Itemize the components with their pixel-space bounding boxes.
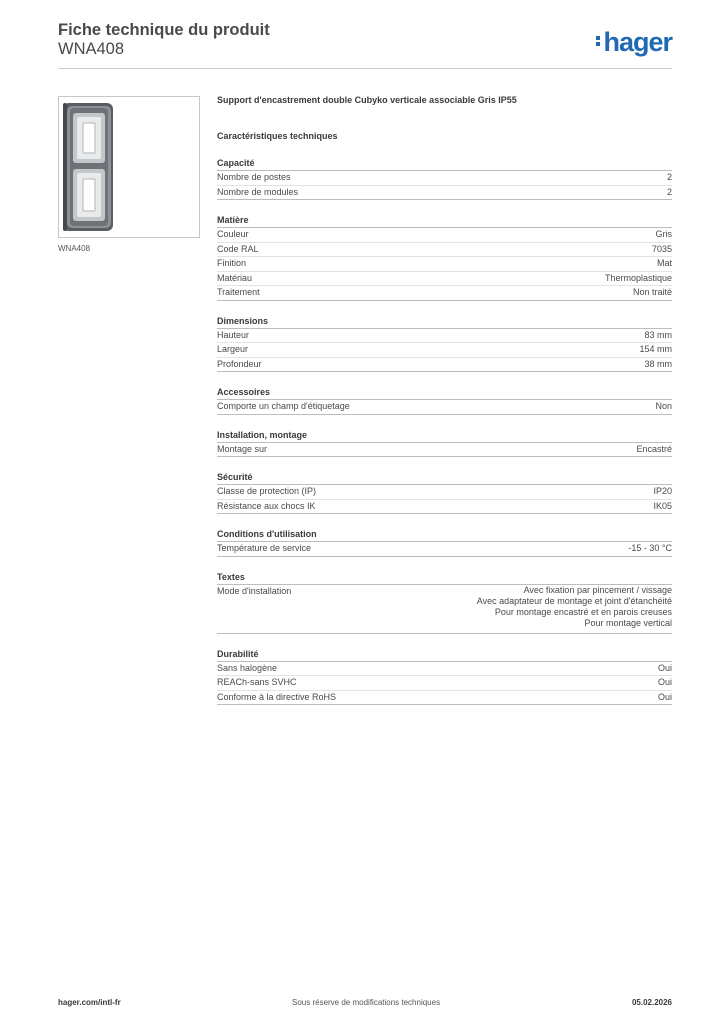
spec-label: Hauteur	[217, 329, 250, 340]
spec-value: Non	[655, 401, 672, 411]
spec-label: Code RAL	[217, 243, 259, 254]
spec-value: Mat	[656, 258, 672, 268]
technical-characteristics-heading: Caractéristiques techniques	[217, 131, 338, 141]
spec-label: Température de service	[217, 543, 312, 553]
spec-group	[217, 528, 672, 557]
spec-label: Montage sur	[217, 443, 268, 454]
product-image	[58, 96, 200, 238]
spec-row	[217, 358, 672, 373]
hager-logo: hager	[596, 28, 672, 56]
spec-group-title: Dimensions	[217, 315, 672, 329]
spec-value: Encastré	[636, 443, 672, 454]
spec-row	[217, 329, 672, 344]
spec-label: Nombre de modules	[217, 186, 299, 197]
spec-label: Profondeur	[217, 358, 262, 369]
spec-group	[217, 315, 672, 373]
spec-label: Largeur	[217, 344, 249, 354]
spec-group	[217, 429, 672, 458]
spec-value: Pour montage encastré et en parois creuses	[494, 606, 672, 617]
spec-value: 154 mm	[639, 344, 672, 354]
logo-dots-icon	[596, 34, 601, 48]
spec-label: Finition	[217, 258, 247, 268]
spec-row	[217, 286, 672, 301]
spec-group-title: Installation, montage	[217, 429, 672, 443]
double-vertical-mounting-box-icon	[59, 97, 199, 237]
spec-groups	[217, 157, 672, 705]
spec-row	[217, 186, 672, 201]
footer-website[interactable]: hager.com/intl-fr	[58, 998, 121, 1007]
spec-group-title: Accessoires	[217, 386, 672, 400]
spec-label: Nombre de postes	[217, 172, 291, 182]
spec-label: Matériau	[217, 272, 253, 283]
spec-label: Mode d'installation	[217, 585, 292, 596]
spec-label: Conforme à la directive RoHS	[217, 691, 337, 702]
document-title: Fiche technique du produit	[58, 21, 270, 39]
spec-row	[217, 585, 672, 634]
spec-row	[217, 272, 672, 287]
spec-group	[217, 386, 672, 415]
spec-value: 2	[666, 172, 672, 182]
spec-label: Couleur	[217, 229, 249, 239]
spec-value: 83 mm	[644, 329, 672, 340]
spec-row	[217, 542, 672, 557]
spec-group-title: Matière	[217, 214, 672, 228]
spec-value: 38 mm	[644, 358, 672, 369]
spec-label: REACh-sans SVHC	[217, 677, 297, 687]
spec-group-title: Textes	[217, 571, 672, 585]
specifications	[217, 93, 672, 705]
spec-value: 7035	[651, 243, 672, 254]
footer-notice: Sous réserve de modifications techniques	[292, 998, 441, 1007]
spec-row	[217, 257, 672, 272]
spec-value: Avec adaptateur de montage et joint d'étanchéité	[476, 595, 672, 606]
spec-value-list	[477, 585, 672, 633]
header-divider	[58, 68, 672, 69]
footer-date: 05.02.2026	[631, 998, 672, 1007]
spec-label: Sans halogène	[217, 662, 278, 673]
spec-value: Gris	[655, 229, 672, 239]
spec-value: Pour montage vertical	[584, 617, 672, 628]
spec-group	[217, 471, 672, 514]
spec-group-title: Sécurité	[217, 471, 672, 485]
spec-value: IK05	[653, 500, 672, 511]
spec-label: Classe de protection (IP)	[217, 486, 317, 496]
spec-value: -15 - 30 °C	[628, 543, 672, 553]
spec-value: Non traité	[632, 287, 672, 297]
spec-row	[217, 228, 672, 243]
product-description: Support d'encastrement double Cubyko verticale associable Gris IP55	[217, 95, 517, 105]
spec-value: Oui	[657, 691, 672, 702]
spec-value: Avec fixation par pincement / vissage	[523, 584, 672, 595]
spec-row	[217, 243, 672, 258]
spec-row	[217, 343, 672, 358]
spec-label: Traitement	[217, 287, 260, 297]
spec-group	[217, 214, 672, 301]
spec-label: Résistance aux chocs IK	[217, 500, 316, 511]
image-caption: WNA408	[58, 244, 91, 253]
spec-value: 2	[666, 186, 672, 197]
spec-row	[217, 676, 672, 691]
spec-row	[217, 485, 672, 500]
spec-group	[217, 157, 672, 200]
spec-group	[217, 648, 672, 706]
spec-value: Oui	[657, 677, 672, 687]
spec-group-title: Capacité	[217, 157, 672, 171]
spec-row	[217, 500, 672, 515]
spec-label: Comporte un champ d'étiquetage	[217, 401, 350, 411]
spec-row	[217, 662, 672, 677]
spec-row	[217, 443, 672, 458]
spec-group	[217, 571, 672, 634]
spec-value: Oui	[657, 662, 672, 673]
spec-group-title: Durabilité	[217, 648, 672, 662]
spec-row	[217, 400, 672, 415]
product-reference: WNA408	[58, 40, 125, 58]
page-header	[58, 20, 672, 68]
spec-row	[217, 171, 672, 186]
spec-value: IP20	[653, 486, 672, 496]
spec-value: Thermoplastique	[604, 272, 672, 283]
spec-row	[217, 691, 672, 706]
spec-group-title: Conditions d'utilisation	[217, 528, 672, 542]
